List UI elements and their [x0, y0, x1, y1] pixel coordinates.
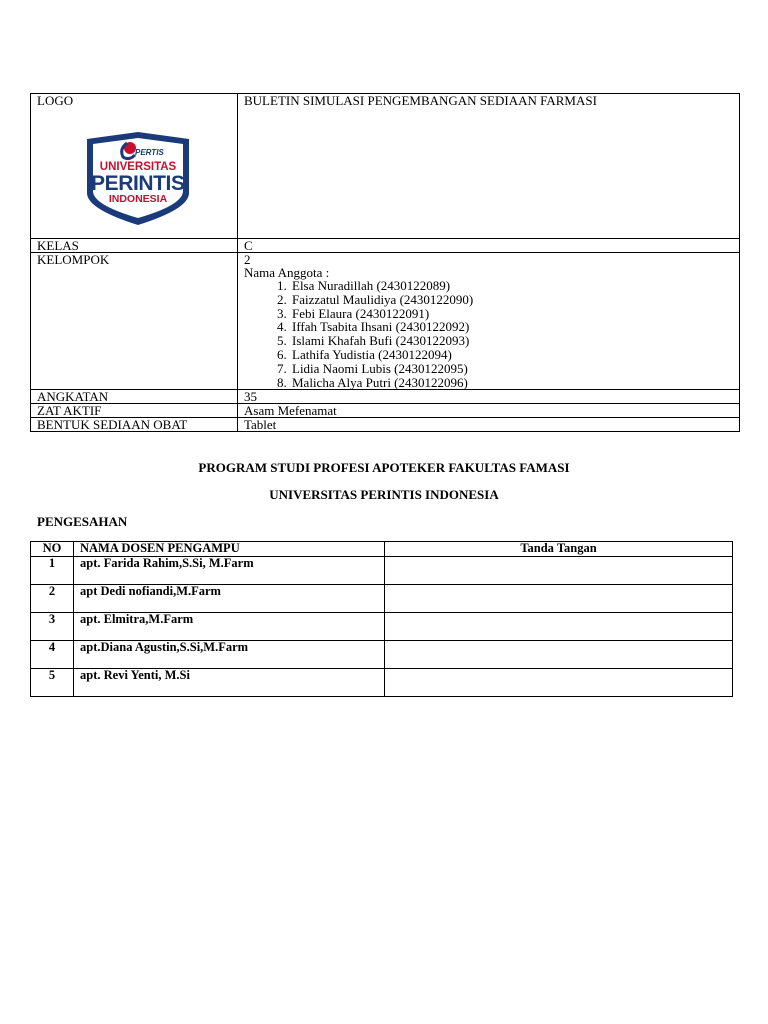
row-number: 5	[31, 669, 74, 697]
svg-text:INDONESIA: INDONESIA	[108, 193, 168, 205]
signature-field[interactable]	[385, 669, 733, 697]
row-number: 3	[31, 613, 74, 641]
member-list	[244, 279, 739, 389]
row-number: 1	[31, 557, 74, 585]
member-item: 7. Lidia Naomi Lubis (2430122095)	[290, 362, 739, 376]
angkatan-label: ANGKATAN	[31, 390, 238, 404]
kelas-value: C	[238, 239, 740, 253]
table-row	[31, 585, 733, 613]
bentuk-value: Tablet	[238, 418, 740, 432]
lecturer-name: apt. Revi Yenti, M.Si	[74, 669, 385, 697]
zat-aktif-value: Asam Mefenamat	[238, 404, 740, 418]
member-item: 1. Elsa Nuradillah (2430122089)	[290, 279, 739, 293]
approval-header-row	[31, 542, 733, 557]
member-item: 2. Faizzatul Maulidiya (2430122090)	[290, 293, 739, 307]
kelompok-cell	[238, 253, 740, 390]
kelas-label: KELAS	[31, 239, 238, 253]
signature-field[interactable]	[385, 557, 733, 585]
svg-text:PERINTIS: PERINTIS	[91, 172, 185, 195]
sign-header: Tanda Tangan	[385, 542, 733, 557]
table-row	[31, 557, 733, 585]
table-row	[31, 641, 733, 669]
member-item: 4. Iffah Tsabita Ihsani (2430122092)	[290, 320, 739, 334]
university-logo	[83, 131, 193, 227]
info-table	[30, 93, 740, 432]
anggota-label: Nama Anggota :	[244, 265, 330, 280]
university-heading: UNIVERSITAS PERINTIS INDONESIA	[269, 487, 499, 502]
member-item: 3. Febi Elaura (2430122091)	[290, 307, 739, 321]
signature-field[interactable]	[385, 613, 733, 641]
zat-aktif-label: ZAT AKTIF	[31, 404, 238, 418]
approval-table	[30, 541, 733, 697]
kelompok-label: KELOMPOK	[31, 253, 238, 390]
svg-text:UNIVERSITAS: UNIVERSITAS	[99, 161, 177, 173]
member-item: 8. Malicha Alya Putri (2430122096)	[290, 376, 739, 390]
lecturer-name: apt.Diana Agustin,S.Si,M.Farm	[74, 641, 385, 669]
svg-text:PERTIS: PERTIS	[135, 148, 164, 157]
pengesahan-heading: PENGESAHAN	[37, 514, 128, 529]
logo-cell	[31, 94, 238, 239]
signature-field[interactable]	[385, 641, 733, 669]
kelompok-value: 2	[244, 252, 251, 267]
row-number: 2	[31, 585, 74, 613]
program-heading: PROGRAM STUDI PROFESI APOTEKER FAKULTAS FAMASI	[198, 460, 570, 475]
member-item: 6. Lathifa Yudistia (2430122094)	[290, 348, 739, 362]
name-header: NAMA DOSEN PENGAMPU	[74, 542, 385, 557]
signature-field[interactable]	[385, 585, 733, 613]
no-header: NO	[31, 542, 74, 557]
lecturer-name: apt Dedi nofiandi,M.Farm	[74, 585, 385, 613]
table-row	[31, 613, 733, 641]
bulletin-title: BULETIN SIMULASI PENGEMBANGAN SEDIAAN FARMASI	[238, 94, 740, 239]
member-item: 5. Islami Khafah Bufi (2430122093)	[290, 334, 739, 348]
table-row	[31, 669, 733, 697]
lecturer-name: apt. Farida Rahim,S.Si, M.Farm	[74, 557, 385, 585]
logo-label: LOGO	[37, 93, 74, 108]
lecturer-name: apt. Elmitra,M.Farm	[74, 613, 385, 641]
angkatan-value: 35	[238, 390, 740, 404]
row-number: 4	[31, 641, 74, 669]
bentuk-label: BENTUK SEDIAAN OBAT	[31, 418, 238, 432]
